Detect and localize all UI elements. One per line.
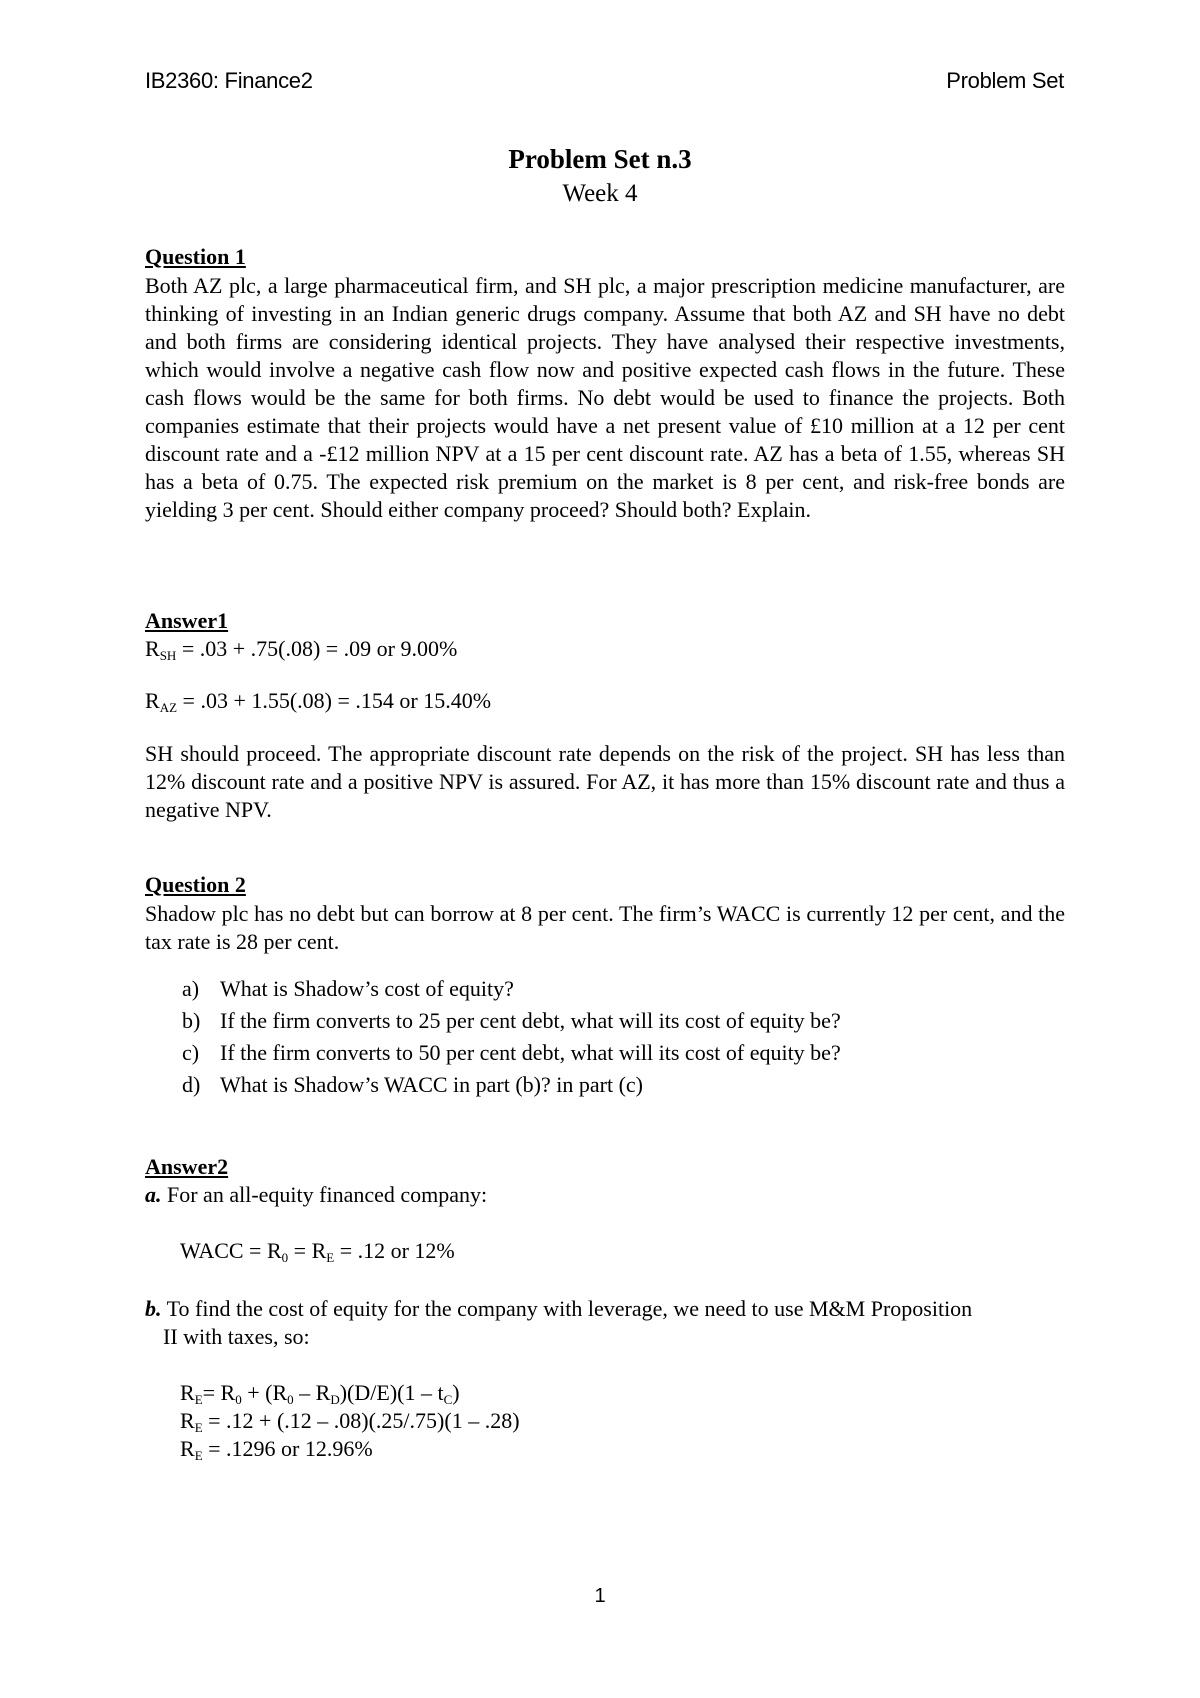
equation-wacc: WACC = $R_0 = R_E = .12$ or 12% (180, 1238, 455, 1265)
page-title: Problem Set n.3 (508, 144, 692, 174)
page-subtitle: Week 4 (562, 180, 638, 207)
answer-2a-intro: a. For an all-equity financed company: (145, 1182, 488, 1207)
header-doc-type: Problem Set (946, 68, 1064, 93)
list-item: b) If the firm converts to 25 per cent debt, what will its cost of equity be? (182, 1008, 841, 1033)
list-item: c) If the firm converts to 50 per cent debt, what will its cost of equity be? (182, 1040, 841, 1065)
list-item: d) What is Shadow’s WACC in part (b)? in part (c) (182, 1072, 644, 1097)
equation-re-substituted: $R_E = .12 + (.12 - .08)(.25/.75)(1 - .28)$ (180, 1408, 520, 1435)
page-number: 1 (594, 1585, 606, 1607)
header-course: IB2360: Finance2 (145, 68, 313, 93)
equation-re-result: $R_E = .1296$ or 12.96% (180, 1436, 373, 1463)
question-2-text: Shadow plc has no debt but can borrow at 8 per cent. The firm’s WACC is currently 12 per cent, and the tax rate is 28 per cent. (145, 901, 1065, 954)
answer-2b-intro-cont: II with taxes, so: (163, 1324, 310, 1349)
answer-1-text: SH should proceed. The appropriate discount rate depends on the risk of the project. SH has less than 12% discount rate and a positive NPV is assured. For AZ, it has more than 15% discount rate and thus a negative NPV. (145, 741, 1065, 822)
list-item: a) What is Shadow’s cost of equity? (182, 976, 514, 1001)
answer-2b-intro: b. To find the cost of equity for the company with leverage, we need to use M&M Proposition (145, 1296, 973, 1321)
question-1-heading: Question 1 (145, 244, 246, 269)
answer-2-heading: Answer2 (145, 1154, 229, 1179)
question-2-heading: Question 2 (145, 872, 246, 897)
answer-1-heading: Answer1 (145, 608, 229, 633)
equation-re-formula: $R_E= R_0 + (R_0 - R_D)(D/E)(1 - t_C)$ (180, 1380, 460, 1407)
equation-raz: $R_{AZ} = .03 + 1.55(.08) = .154$ or 15.40% (145, 688, 492, 715)
equation-rsh: $R_{SH} = .03 + .75(.08) = .09$ or 9.00% (145, 636, 458, 663)
question-1-text: Both AZ plc, a large pharmaceutical firm, and SH plc, a major prescription medicine manufacturer, are thinking of investing in an Indian generic drugs company. Assume that both AZ and SH have no debt and both firms are considering identical projects. They have analysed their respective investments, which would involve a negative cash flow now and positive expected cash flows in the future. These cash flows would be the same for both firms. No debt would be used to finance the projects. Both companies estimate that their projects would have a net present value of £10 million at a 12 per cent discount rate and a -£12 million NPV at a 15 per cent discount rate. AZ has a beta of 1.55, whereas SH has a beta of 0.75. The expected risk premium on the market is 8 per cent, and risk-free bonds are yielding 3 per cent. Should either company proceed? Should both? Explain. (145, 273, 1065, 522)
question-2-list (182, 976, 841, 1104)
